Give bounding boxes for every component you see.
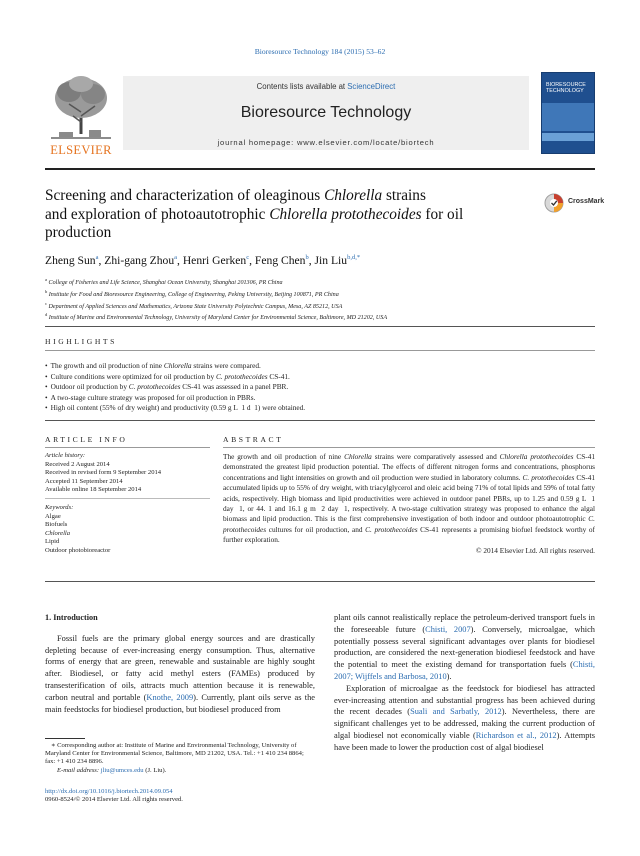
body-left-column xyxy=(45,612,315,715)
journal-homepage[interactable]: journal homepage: www.elsevier.com/locate/biortech xyxy=(217,138,435,147)
keyword-item: Outdoor photobioreactor xyxy=(45,546,111,554)
info-divider xyxy=(45,495,210,499)
intro-heading: 1. Introduction xyxy=(45,613,98,622)
abstract-italic: Chlorella xyxy=(344,452,372,461)
journal-reference[interactable]: Bioresource Technology 184 (2015) 53–62 xyxy=(254,47,386,56)
highlight-text: strains were compared. xyxy=(191,361,261,370)
abstract-italic: C. protothecoides xyxy=(522,472,575,482)
highlight-item xyxy=(45,382,595,393)
keyword-item: Lipid xyxy=(45,538,60,546)
email-link[interactable]: jliu@umces.edu xyxy=(100,766,144,774)
abstract-text: CS-41 accumulated lipids up to 55% of dry weight, with triacylglycerol and oleic acid being 71% of total lipids and 59% of total fatty acids, respectively. High biomass and lipid productivities were achieved in outdoor panel PBRs, up to 1.25 and 0.59 g L 1 day 1, or 44. 1 and 16.1 g m 2 day 1, respectively. A two-stage cultivation strategy was proposed to enhance the algal biomass and lipid production. This is the first comprehensive investigation of both indoor and outdoor photoautotrophic xyxy=(223,472,595,524)
intro-paragraph-1 xyxy=(45,633,315,716)
abstract-italic: C. protothecoides xyxy=(365,524,418,534)
abstract-italic: C. protothecoides xyxy=(223,514,595,534)
abstract-text: strains were comparatively assessed and xyxy=(371,452,500,461)
crossmark-icon xyxy=(544,193,564,213)
affiliation xyxy=(45,311,595,323)
affiliation-list xyxy=(45,276,595,323)
contents-prefix: Contents lists available at xyxy=(256,82,348,91)
journal-cover-thumbnail xyxy=(541,72,595,154)
title-italic: Chlorella protothecoides xyxy=(269,205,422,223)
highlights-heading: HIGHLIGHTS xyxy=(45,337,117,346)
highlight-item xyxy=(45,393,595,404)
para-text: ). xyxy=(446,671,452,681)
affiliation-text: Institute for Food and Bioresource Engineering, College of Engineering, Peking University, Beijing 100871, PR China xyxy=(48,291,339,298)
author-list: Zheng Sun$^a$, Zhi-gang Zhou$^a$, Henri Gerken$^c$, Feng Chen$^b$, Jin Liu$^{b,d,*}$ xyxy=(45,254,361,267)
history-item: Received in revised form 9 September 2014 xyxy=(45,469,162,477)
abstract-bottom-rule xyxy=(45,581,595,582)
affiliation-rule xyxy=(45,326,595,327)
cover-title: BIORESOURCE TECHNOLOGY xyxy=(546,82,586,94)
sciencedirect-link[interactable]: ScienceDirect xyxy=(347,82,396,91)
affiliation-marker: b xyxy=(45,288,48,294)
abstract-heading: ABSTRACT xyxy=(223,435,284,444)
intro-paragraph-1-cont xyxy=(334,612,595,683)
para-text: Exploration of microalgae as the feedstock for biodiesel has attracted ever-increasing attention and substantial progress has been achieved during the recent decades ( xyxy=(334,683,595,717)
doi-block xyxy=(45,788,315,805)
abstract-text: CS-41 demonstrated the greatest lipid production potential. The effects of different nitrogen forms and concentrations, phosphorus concentrations and light intensities on growth and oil production were studied in laboratory columns. xyxy=(223,452,596,482)
abstract-text: CS-41 represents a promising biofuel feedstock worthy of further exploration. xyxy=(223,524,595,545)
para-text: ). Conversely, microalgae, which potentially possess several significant advantages over plants for biodiesel production, are considered the next-generation biodiesel feedstock and have the potential to meet the existing demand for transportation fuels ( xyxy=(334,624,595,670)
highlight-italic: C. protothecoides xyxy=(215,371,268,381)
article-info xyxy=(45,452,210,556)
history-list xyxy=(45,461,210,495)
history-label: Article history: xyxy=(45,452,86,459)
history-item: Available online 18 September 2014 xyxy=(45,486,142,494)
affiliation-text: Department of Applied Sciences and Mathematics, Arizona State University Polytechnic Campus, Mesa, AZ 85212, USA xyxy=(48,303,343,310)
title-part: strains xyxy=(382,187,426,204)
abstract-text: cultures for oil production, and xyxy=(266,524,366,534)
affiliation-marker: d xyxy=(45,312,48,318)
author-name[interactable]: Zhi-gang Zhou xyxy=(104,254,175,267)
history-item: Accepted 11 September 2014 xyxy=(45,477,123,485)
affiliation xyxy=(45,288,595,300)
para-text: ). Currently, plant oils serve as the main feedstocks for biodiesel production, but biodiesel produced from xyxy=(45,692,315,714)
journal-title: Bioresource Technology xyxy=(240,104,412,121)
citation-link[interactable]: Knothe, 2009 xyxy=(146,692,194,702)
author-name[interactable]: Henri Gerken xyxy=(182,254,247,267)
author-affiliation-marker[interactable]: c xyxy=(246,254,250,262)
email-label: E-mail address: xyxy=(57,766,100,774)
highlight-italic: C. protothecoides xyxy=(128,382,181,392)
keywords-label: Keywords: xyxy=(45,503,74,511)
article-info-heading: ARTICLE INFO xyxy=(45,435,128,444)
citation-link[interactable]: Richardson et al., 2012 xyxy=(475,730,557,740)
abstract-text: The growth and oil production of nine xyxy=(223,452,345,461)
affiliation-text: College of Fisheries and Life Science, Shanghai Ocean University, Shanghai 201306, PR China xyxy=(48,280,283,287)
abstract-italic: Chlorella protothecoides xyxy=(499,452,574,461)
keyword-item: Algae xyxy=(45,512,61,520)
highlight-item xyxy=(45,361,595,372)
highlight-text: High oil content (55% of dry weight) and productivity (0.59 g L xyxy=(50,403,238,413)
citation-link[interactable]: Chisti, 2007 xyxy=(425,624,471,634)
para-text: Fossil fuels are the primary global energy sources and are drastically depleting because of ever-increasing energy consumption. Thus, alternative forms of energy that are green, renewable and sustainable are highly sought after. Biodiesel, or fatty acid methyl esters (FAMEs) produced by transesterification of oils, attracts much attention because it is renewable, carbon neutral and portable ( xyxy=(45,633,315,702)
author-affiliation-marker[interactable]: b xyxy=(305,254,309,262)
crossmark-badge[interactable] xyxy=(544,193,604,213)
cover-image-strip xyxy=(542,133,594,141)
title-italic: Chlorella xyxy=(324,187,383,204)
keyword-item: Biofuels xyxy=(45,521,68,529)
footnote-email-line xyxy=(45,767,315,775)
highlights-rule xyxy=(45,350,595,351)
abstract-body xyxy=(223,452,595,556)
keyword-item: Chlorella xyxy=(45,529,71,537)
highlight-text: CS-41 was assessed in a panel PBR. xyxy=(180,382,289,392)
footnote-text: ∗ Corresponding author at: Institute of Marine and Environmental Technology, University of Maryland Center for Environmental Science, Baltimore, MD 21202, USA. Tel.: +1 410 234 8864; fax: +1 410 234 8896. xyxy=(45,742,304,766)
cover-image-band xyxy=(542,103,594,131)
intro-paragraph-2 xyxy=(334,683,595,754)
footnote-rule xyxy=(45,738,85,739)
highlights-bottom-rule xyxy=(45,420,595,421)
highlights-list xyxy=(45,361,595,414)
issn-line: 0960-8524/© 2014 Elsevier Ltd. All rights reserved. xyxy=(45,796,183,804)
affiliation-marker: a xyxy=(45,277,47,282)
abstract-copyright: © 2014 Elsevier Ltd. All rights reserved. xyxy=(475,545,595,555)
article-title xyxy=(45,187,515,243)
affiliation-marker: c xyxy=(45,300,47,306)
publisher-name: ELSEVIER xyxy=(50,143,112,157)
para-text: plant oils cannot realistically replace the petroleum-derived transport fuels in the foreseeable future ( xyxy=(334,613,595,634)
history-item: Received 2 August 2014 xyxy=(45,460,110,468)
title-part: production xyxy=(45,224,112,241)
highlight-text: Outdoor oil production by xyxy=(50,382,129,392)
para-text: ). Attempts have been made to lower the production cost of algal biodiesel xyxy=(334,730,595,752)
abstract-rule xyxy=(223,447,595,448)
doi-link[interactable]: http://dx.doi.org/10.1016/j.biortech.2014.09.054 xyxy=(45,788,173,795)
author-affiliation-marker[interactable]: a xyxy=(95,254,99,262)
highlight-text: 1 d 1) were obtained. xyxy=(237,403,306,413)
keywords-list xyxy=(45,513,210,556)
affiliation-text: Institute of Marine and Environmental Technology, University of Maryland Center for Environmental Science, Baltimore, MD 21202, USA xyxy=(48,315,388,322)
affiliation xyxy=(45,300,595,312)
contents-line xyxy=(123,82,529,91)
author-name[interactable]: Zheng Sun xyxy=(45,254,96,267)
contents-box xyxy=(123,76,529,150)
author-affiliation-marker[interactable]: a xyxy=(174,254,178,262)
email-suffix: (J. Liu). xyxy=(143,766,167,774)
highlight-item xyxy=(45,403,595,414)
crossmark-label: CrossMark xyxy=(568,198,605,205)
title-part: Screening and characterization of oleaginous xyxy=(45,187,325,204)
title-part: and exploration of photoautotrophic xyxy=(45,205,270,223)
info-rule xyxy=(45,447,210,448)
author-name[interactable]: Jin Liu xyxy=(314,254,348,267)
body-right-column xyxy=(334,612,595,754)
corresponding-author-footnote xyxy=(45,742,315,775)
para-text: ). Nevertheless, there are significant challenges yet to be addressed, making the current production of algal biodiesel not economically viable ( xyxy=(334,707,595,740)
citation-link[interactable]: Suali and Sarbatly, 2012 xyxy=(410,707,502,717)
highlight-text: CS-41. xyxy=(267,371,290,381)
journal-banner xyxy=(45,72,595,156)
title-part: for oil xyxy=(421,205,464,223)
author-affiliation-marker[interactable]: b,d,* xyxy=(347,254,361,262)
citation-link[interactable]: Chisti, 2007; Wijffels and Barbosa, 2010 xyxy=(334,660,595,681)
highlight-italic: Chlorella xyxy=(163,361,192,370)
affiliation xyxy=(45,276,595,288)
highlight-text: A two-stage culture strategy was proposed for oil production in PBRs. xyxy=(50,392,256,402)
highlight-text: The growth and oil production of nine xyxy=(50,361,164,370)
author-name[interactable]: Feng Chen xyxy=(254,254,306,267)
highlight-text: Culture conditions were optimized for oil production by xyxy=(50,371,216,381)
header-rule xyxy=(45,168,595,170)
highlight-item xyxy=(45,372,595,383)
